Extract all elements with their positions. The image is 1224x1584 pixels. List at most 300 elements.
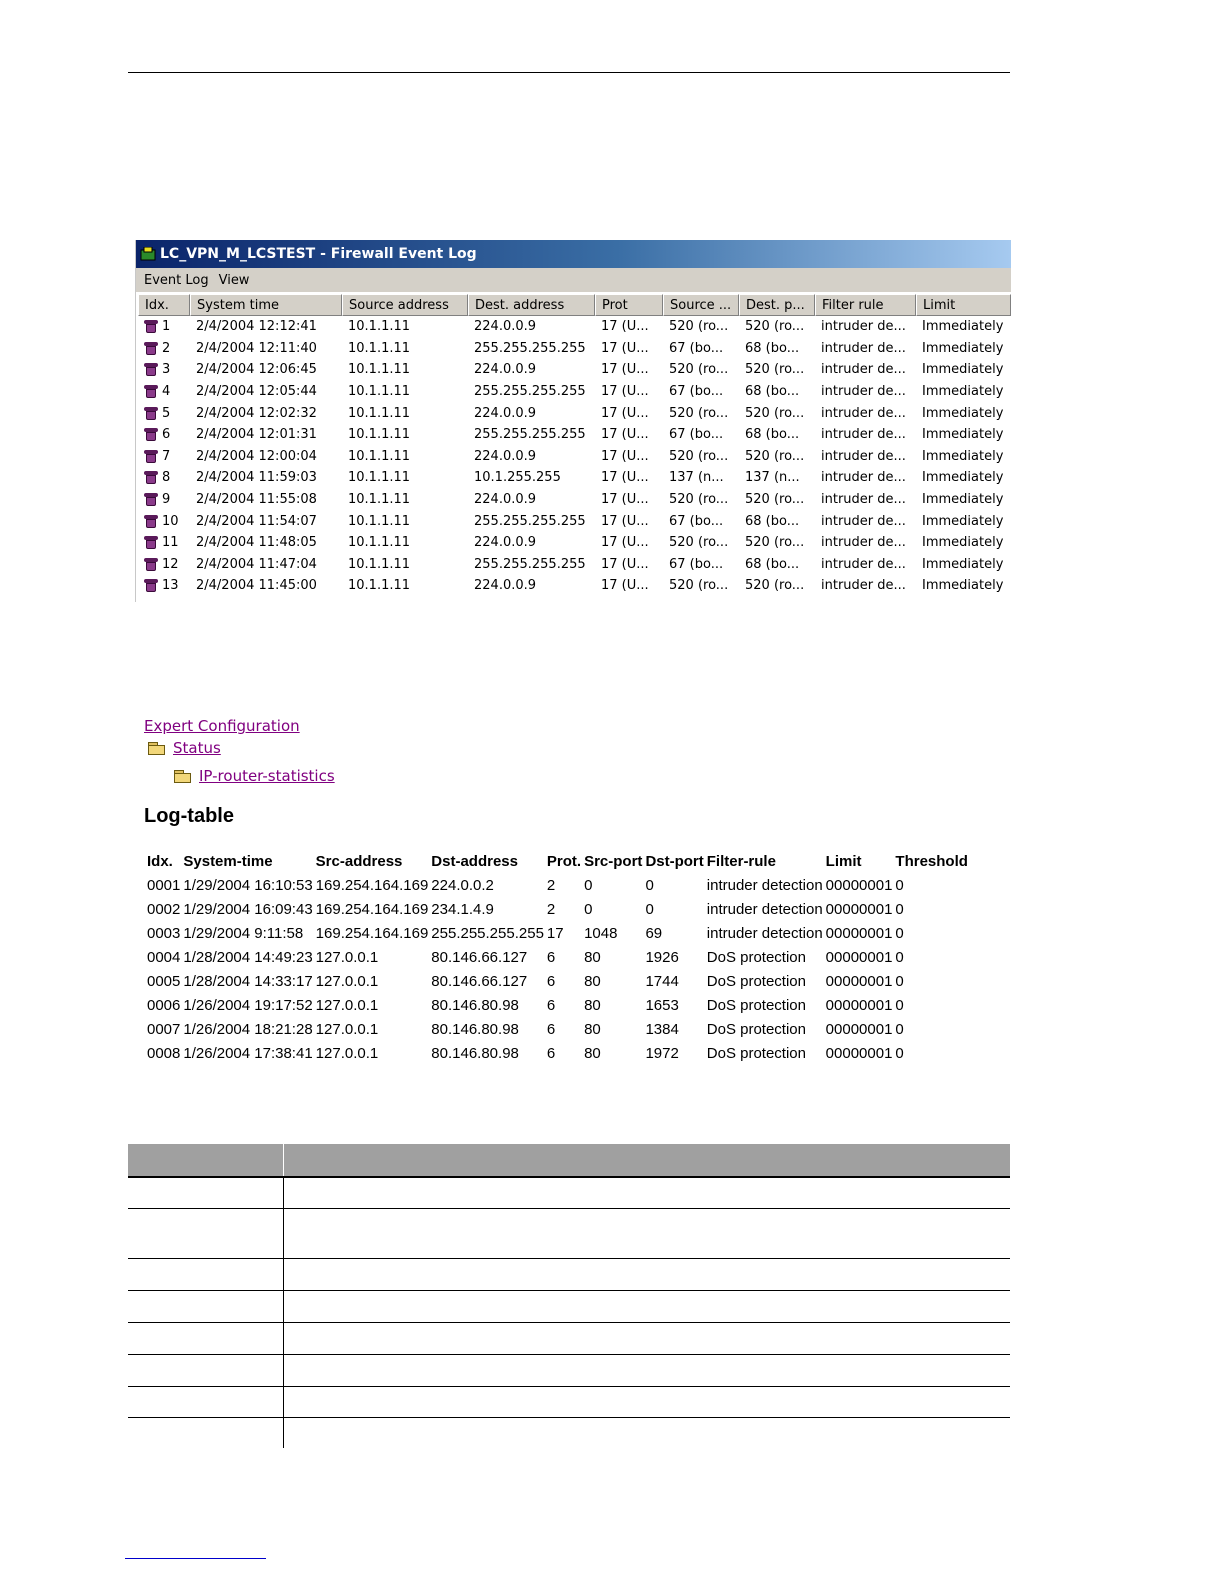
description-header-cell [284,1144,1011,1177]
log-cell-src-address: 127.0.0.1 [315,996,379,1014]
event-cell-filter-rule: intruder de... [821,319,906,335]
column-header-dest-port[interactable]: Dest. p... [739,294,815,316]
event-cell-system-time: 2/4/2004 11:48:05 [196,535,317,551]
log-cell-filter-rule: DoS protection [706,948,806,966]
event-row[interactable] [138,446,1011,468]
log-cell-dst-address: 80.146.66.127 [431,948,528,966]
window-titlebar[interactable] [136,240,1011,268]
event-cell-limit: Immediately [922,340,1004,356]
log-cell-dst-address: 224.0.0.2 [431,876,494,894]
log-cell-threshold: 0 [895,876,904,894]
description-cell [284,1258,1011,1290]
log-cell-src-address: 127.0.0.1 [315,1044,379,1062]
description-cell [284,1354,1011,1386]
log-cell-dst-port: 1653 [645,996,679,1014]
event-row[interactable] [138,554,1011,576]
description-row [128,1417,1010,1448]
log-cell-filter-rule: intruder detection [706,876,823,894]
event-cell-system-time: 2/4/2004 11:47:04 [196,556,317,572]
menu-view[interactable]: View [218,272,250,288]
event-cell-filter-rule: intruder de... [821,427,906,443]
log-cell-dst-port: 0 [645,900,654,918]
column-header-filter-rule: Filter-rule [706,852,776,870]
event-bin-icon [144,450,158,463]
event-cell-source-port: 520 (ro... [669,448,729,464]
description-header-cell [128,1144,284,1177]
description-row [128,1386,1010,1417]
event-cell-system-time: 2/4/2004 12:11:40 [196,340,317,356]
log-cell-src-address: 127.0.0.1 [315,972,379,990]
log-cell-threshold: 0 [895,948,904,966]
event-cell-system-time: 2/4/2004 11:55:08 [196,492,317,508]
log-row [144,873,968,897]
log-row [144,993,968,1017]
log-cell-system-time: 1/26/2004 17:38:41 [183,1044,313,1062]
event-cell-filter-rule: intruder de... [821,492,906,508]
log-cell-idx: 0005 [147,972,181,990]
event-cell-dest-address: 255.255.255.255 [474,340,586,356]
column-header-dest-address[interactable]: Dest. address [468,294,595,316]
event-cell-source-address: 10.1.1.11 [348,405,411,421]
log-cell-dst-address: 255.255.255.255 [431,924,544,942]
description-row [128,1322,1010,1354]
event-cell-limit: Immediately [922,556,1004,572]
event-cell-limit: Immediately [922,384,1004,400]
log-cell-limit: 00000001 [825,1044,893,1062]
column-header-src-address: Src-address [315,852,403,870]
window-title: LC_VPN_M_LCSTEST - Firewall Event Log [160,246,477,262]
log-cell-system-time: 1/28/2004 14:49:23 [183,948,313,966]
event-row[interactable] [138,575,1011,597]
event-row[interactable] [138,316,1011,338]
event-index: 2 [162,340,171,356]
description-cell [284,1177,1011,1208]
event-cell-limit: Immediately [922,535,1004,551]
event-cell-source-port: 520 (ro... [669,535,729,551]
description-row [128,1208,1010,1258]
log-cell-threshold: 0 [895,996,904,1014]
event-cell-prot: 17 (U... [601,556,649,572]
event-cell-source-port: 67 (bo... [669,340,724,356]
event-cell-prot: 17 (U... [601,535,649,551]
event-cell-dest-address: 224.0.0.9 [474,448,537,464]
log-cell-system-time: 1/26/2004 19:17:52 [183,996,313,1014]
log-cell-idx: 0006 [147,996,181,1014]
event-row[interactable] [138,424,1011,446]
description-cell [284,1322,1011,1354]
description-row [128,1177,1010,1208]
log-cell-dst-address: 80.146.80.98 [431,1020,519,1038]
event-cell-filter-rule: intruder de... [821,384,906,400]
log-table-header-row [144,849,968,873]
event-cell-source-address: 10.1.1.11 [348,427,411,443]
event-cell-limit: Immediately [922,492,1004,508]
event-cell-source-address: 10.1.1.11 [348,556,411,572]
event-cell-source-port: 520 (ro... [669,319,729,335]
log-cell-limit: 00000001 [825,1020,893,1038]
event-cell-idx [138,535,190,550]
event-row[interactable] [138,381,1011,403]
description-cell [284,1208,1011,1258]
event-cell-filter-rule: intruder de... [821,448,906,464]
log-row [144,969,968,993]
column-header-source-port[interactable]: Source ... [663,294,739,316]
event-cell-source-address: 10.1.1.11 [348,513,411,529]
event-bin-icon [144,363,158,376]
event-cell-idx [138,341,190,356]
log-cell-prot: 2 [546,876,556,894]
event-index: 1 [162,319,171,335]
log-cell-system-time: 1/28/2004 14:33:17 [183,972,313,990]
description-row [128,1354,1010,1386]
breadcrumb-row [174,765,1010,787]
log-cell-prot: 17 [546,924,564,942]
description-cell [128,1258,284,1290]
description-cell [128,1354,284,1386]
event-index: 10 [162,513,179,529]
event-row[interactable] [138,489,1011,511]
event-index: 11 [162,535,179,551]
log-cell-dst-port: 1744 [645,972,679,990]
column-header-idx[interactable]: Idx. [138,294,190,316]
event-cell-dest-address: 224.0.0.9 [474,492,537,508]
log-row [144,1017,968,1041]
breadcrumb-row [144,715,1010,737]
event-cell-idx [138,427,190,442]
description-row [128,1290,1010,1322]
event-bin-icon [144,579,158,592]
column-header-system-time: System-time [183,852,273,870]
event-cell-dest-port: 520 (ro... [745,492,805,508]
event-cell-source-port: 520 (ro... [669,492,729,508]
column-header-source-address[interactable]: Source address [342,294,468,316]
event-cell-prot: 17 (U... [601,578,649,594]
event-index: 4 [162,384,171,400]
event-cell-idx [138,492,190,507]
event-cell-dest-port: 520 (ro... [745,535,805,551]
log-cell-filter-rule: DoS protection [706,996,806,1014]
log-cell-limit: 00000001 [825,924,893,942]
event-cell-idx [138,362,190,377]
web-config-panel [144,715,1010,1075]
log-cell-threshold: 0 [895,924,904,942]
event-cell-idx [138,384,190,399]
event-cell-dest-port: 520 (ro... [745,319,805,335]
column-header-idx: Idx. [147,852,173,870]
event-bin-icon [144,515,158,528]
event-cell-system-time: 2/4/2004 11:59:03 [196,470,317,486]
menu-bar [136,268,1011,292]
event-cell-system-time: 2/4/2004 12:02:32 [196,405,317,421]
page-title: Log-table [144,805,234,827]
log-cell-limit: 00000001 [825,996,893,1014]
event-row[interactable] [138,510,1011,532]
column-header-filter-rule[interactable]: Filter rule [815,294,916,316]
event-cell-source-port: 67 (bo... [669,427,724,443]
log-cell-limit: 00000001 [825,876,893,894]
event-cell-source-address: 10.1.1.11 [348,448,411,464]
event-cell-dest-address: 255.255.255.255 [474,556,586,572]
event-cell-source-port: 520 (ro... [669,405,729,421]
event-cell-source-port: 520 (ro... [669,362,729,378]
log-cell-limit: 00000001 [825,900,893,918]
log-cell-filter-rule: DoS protection [706,972,806,990]
event-cell-dest-address: 255.255.255.255 [474,427,586,443]
event-cell-dest-port: 520 (ro... [745,448,805,464]
log-cell-limit: 00000001 [825,948,893,966]
firewall-event-log-window [135,240,1011,602]
column-header-limit[interactable]: Limit [916,294,1011,316]
event-cell-dest-address: 224.0.0.9 [474,319,537,335]
event-cell-limit: Immediately [922,578,1004,594]
footer-link-rule [125,1558,266,1559]
event-cell-dest-address: 224.0.0.9 [474,362,537,378]
event-cell-filter-rule: intruder de... [821,513,906,529]
event-cell-dest-port: 68 (bo... [745,513,800,529]
log-cell-threshold: 0 [895,1020,904,1038]
column-header-system-time[interactable]: System time [190,294,342,316]
log-cell-filter-rule: DoS protection [706,1044,806,1062]
log-cell-src-address: 169.254.164.169 [315,900,429,918]
event-cell-dest-address: 255.255.255.255 [474,513,586,529]
event-cell-limit: Immediately [922,319,1004,335]
log-cell-src-port: 0 [584,876,593,894]
event-bin-icon [144,536,158,549]
folder-icon [148,742,166,755]
log-row [144,1041,968,1065]
log-cell-prot: 6 [546,972,556,990]
description-table [128,1144,1010,1448]
event-cell-prot: 17 (U... [601,427,649,443]
event-cell-source-address: 10.1.1.11 [348,535,411,551]
event-cell-dest-port: 68 (bo... [745,427,800,443]
event-cell-system-time: 2/4/2004 11:54:07 [196,513,317,529]
event-cell-system-time: 2/4/2004 12:00:04 [196,448,317,464]
log-table-body [144,873,968,1065]
log-cell-dst-address: 80.146.80.98 [431,996,519,1014]
log-cell-idx: 0008 [147,1044,181,1062]
log-cell-system-time: 1/29/2004 16:09:43 [183,900,313,918]
breadcrumb-expert-configuration[interactable]: Expert Configuration [144,717,300,735]
event-cell-prot: 17 (U... [601,319,649,335]
column-header-limit: Limit [825,852,862,870]
event-cell-filter-rule: intruder de... [821,340,906,356]
event-row[interactable] [138,402,1011,424]
event-index: 12 [162,556,179,572]
log-cell-dst-port: 0 [645,876,654,894]
event-cell-source-address: 10.1.1.11 [348,578,411,594]
description-cell [284,1386,1011,1417]
event-cell-dest-port: 520 (ro... [745,578,805,594]
event-bin-icon [144,320,158,333]
event-cell-dest-address: 224.0.0.9 [474,578,537,594]
column-header-src-port: Src-port [584,852,643,870]
event-index: 8 [162,470,171,486]
event-bin-icon [144,428,158,441]
description-cell [128,1386,284,1417]
event-cell-limit: Immediately [922,362,1004,378]
event-bin-icon [144,385,158,398]
log-row [144,897,968,921]
event-cell-source-port: 67 (bo... [669,513,724,529]
folder-icon [174,770,192,783]
column-header-dst-port: Dst-port [645,852,704,870]
log-cell-dst-port: 1384 [645,1020,679,1038]
log-cell-src-address: 169.254.164.169 [315,924,429,942]
log-cell-prot: 6 [546,1044,556,1062]
event-cell-dest-port: 520 (ro... [745,362,805,378]
event-index: 6 [162,427,171,443]
log-cell-src-address: 127.0.0.1 [315,1020,379,1038]
event-bin-icon [144,342,158,355]
log-cell-threshold: 0 [895,1044,904,1062]
event-cell-prot: 17 (U... [601,448,649,464]
event-row[interactable] [138,467,1011,489]
log-cell-dst-port: 69 [645,924,663,942]
log-cell-idx: 0001 [147,876,181,894]
log-cell-filter-rule: DoS protection [706,1020,806,1038]
log-cell-threshold: 0 [895,972,904,990]
event-cell-source-address: 10.1.1.11 [348,492,411,508]
column-header-threshold: Threshold [895,852,968,870]
event-index: 7 [162,448,171,464]
event-bin-icon [144,493,158,506]
description-cell [128,1208,284,1258]
event-cell-system-time: 2/4/2004 12:01:31 [196,427,317,443]
description-cell [128,1322,284,1354]
event-cell-idx [138,470,190,485]
log-cell-src-port: 80 [584,948,601,966]
log-row [144,945,968,969]
event-row[interactable] [138,359,1011,381]
event-cell-source-port: 137 (n... [669,470,724,486]
event-bin-icon [144,407,158,420]
log-cell-filter-rule: intruder detection [706,924,823,942]
column-header-dst-address: Dst-address [431,852,518,870]
event-row[interactable] [138,532,1011,554]
event-cell-dest-port: 68 (bo... [745,384,800,400]
event-cell-limit: Immediately [922,513,1004,529]
log-cell-src-port: 80 [584,972,601,990]
event-cell-dest-address: 10.1.255.255 [474,470,561,486]
event-cell-dest-port: 137 (n... [745,470,800,486]
event-cell-dest-address: 224.0.0.9 [474,405,537,421]
description-cell [284,1290,1011,1322]
log-cell-threshold: 0 [895,900,904,918]
log-cell-prot: 6 [546,996,556,1014]
event-cell-filter-rule: intruder de... [821,556,906,572]
event-index: 13 [162,578,179,594]
event-cell-source-address: 10.1.1.11 [348,319,411,335]
event-rows [138,316,1011,597]
event-cell-filter-rule: intruder de... [821,470,906,486]
event-cell-idx [138,514,190,529]
log-cell-prot: 6 [546,1020,556,1038]
app-icon [140,247,156,261]
event-index: 3 [162,362,171,378]
log-cell-idx: 0003 [147,924,181,942]
event-cell-dest-port: 68 (bo... [745,556,800,572]
event-cell-idx [138,557,190,572]
event-cell-idx [138,449,190,464]
event-cell-limit: Immediately [922,405,1004,421]
event-index: 5 [162,405,171,421]
log-cell-dst-address: 234.1.4.9 [431,900,494,918]
log-cell-system-time: 1/26/2004 18:21:28 [183,1020,313,1038]
log-cell-dst-port: 1972 [645,1044,679,1062]
column-header-prot[interactable]: Prot [595,294,663,316]
event-index: 9 [162,492,171,508]
event-cell-filter-rule: intruder de... [821,535,906,551]
event-cell-prot: 17 (U... [601,470,649,486]
log-cell-idx: 0004 [147,948,181,966]
event-cell-dest-port: 520 (ro... [745,405,805,421]
description-cell [128,1417,284,1448]
event-cell-source-address: 10.1.1.11 [348,470,411,486]
event-cell-limit: Immediately [922,448,1004,464]
event-cell-source-address: 10.1.1.11 [348,362,411,378]
log-cell-dst-port: 1926 [645,948,679,966]
log-row [144,921,968,945]
event-cell-filter-rule: intruder de... [821,362,906,378]
event-cell-source-port: 520 (ro... [669,578,729,594]
event-cell-dest-address: 255.255.255.255 [474,384,586,400]
event-list [138,294,1011,602]
description-cell [284,1417,1011,1448]
log-cell-system-time: 1/29/2004 9:11:58 [183,924,304,942]
description-cell [128,1177,284,1208]
log-cell-idx: 0007 [147,1020,181,1038]
log-cell-prot: 2 [546,900,556,918]
column-header-prot: Prot. [546,852,582,870]
event-cell-limit: Immediately [922,470,1004,486]
log-cell-src-port: 80 [584,996,601,1014]
description-table-header [128,1144,1010,1177]
breadcrumb-row [148,737,1010,759]
event-cell-source-address: 10.1.1.11 [348,340,411,356]
breadcrumb-ip-router-statistics[interactable]: IP-router-statistics [199,767,335,785]
log-cell-filter-rule: intruder detection [706,900,823,918]
event-cell-prot: 17 (U... [601,340,649,356]
log-cell-dst-address: 80.146.80.98 [431,1044,519,1062]
log-cell-limit: 00000001 [825,972,893,990]
event-cell-idx [138,319,190,334]
event-cell-prot: 17 (U... [601,492,649,508]
log-cell-prot: 6 [546,948,556,966]
log-cell-src-address: 127.0.0.1 [315,948,379,966]
event-cell-system-time: 2/4/2004 12:12:41 [196,319,317,335]
event-cell-filter-rule: intruder de... [821,405,906,421]
event-cell-filter-rule: intruder de... [821,578,906,594]
log-cell-src-port: 1048 [584,924,618,942]
breadcrumb-status[interactable]: Status [173,739,221,757]
event-cell-idx [138,406,190,421]
log-cell-src-port: 0 [584,900,593,918]
top-rule [128,72,1010,73]
menu-event-log[interactable]: Event Log [144,272,209,288]
event-cell-limit: Immediately [922,427,1004,443]
log-cell-dst-address: 80.146.66.127 [431,972,528,990]
event-cell-system-time: 2/4/2004 12:05:44 [196,384,317,400]
list-header [138,294,1011,316]
event-row[interactable] [138,338,1011,360]
log-cell-src-port: 80 [584,1044,601,1062]
event-cell-dest-address: 224.0.0.9 [474,535,537,551]
event-cell-source-port: 67 (bo... [669,556,724,572]
event-cell-dest-port: 68 (bo... [745,340,800,356]
description-row [128,1258,1010,1290]
log-cell-system-time: 1/29/2004 16:10:53 [183,876,313,894]
